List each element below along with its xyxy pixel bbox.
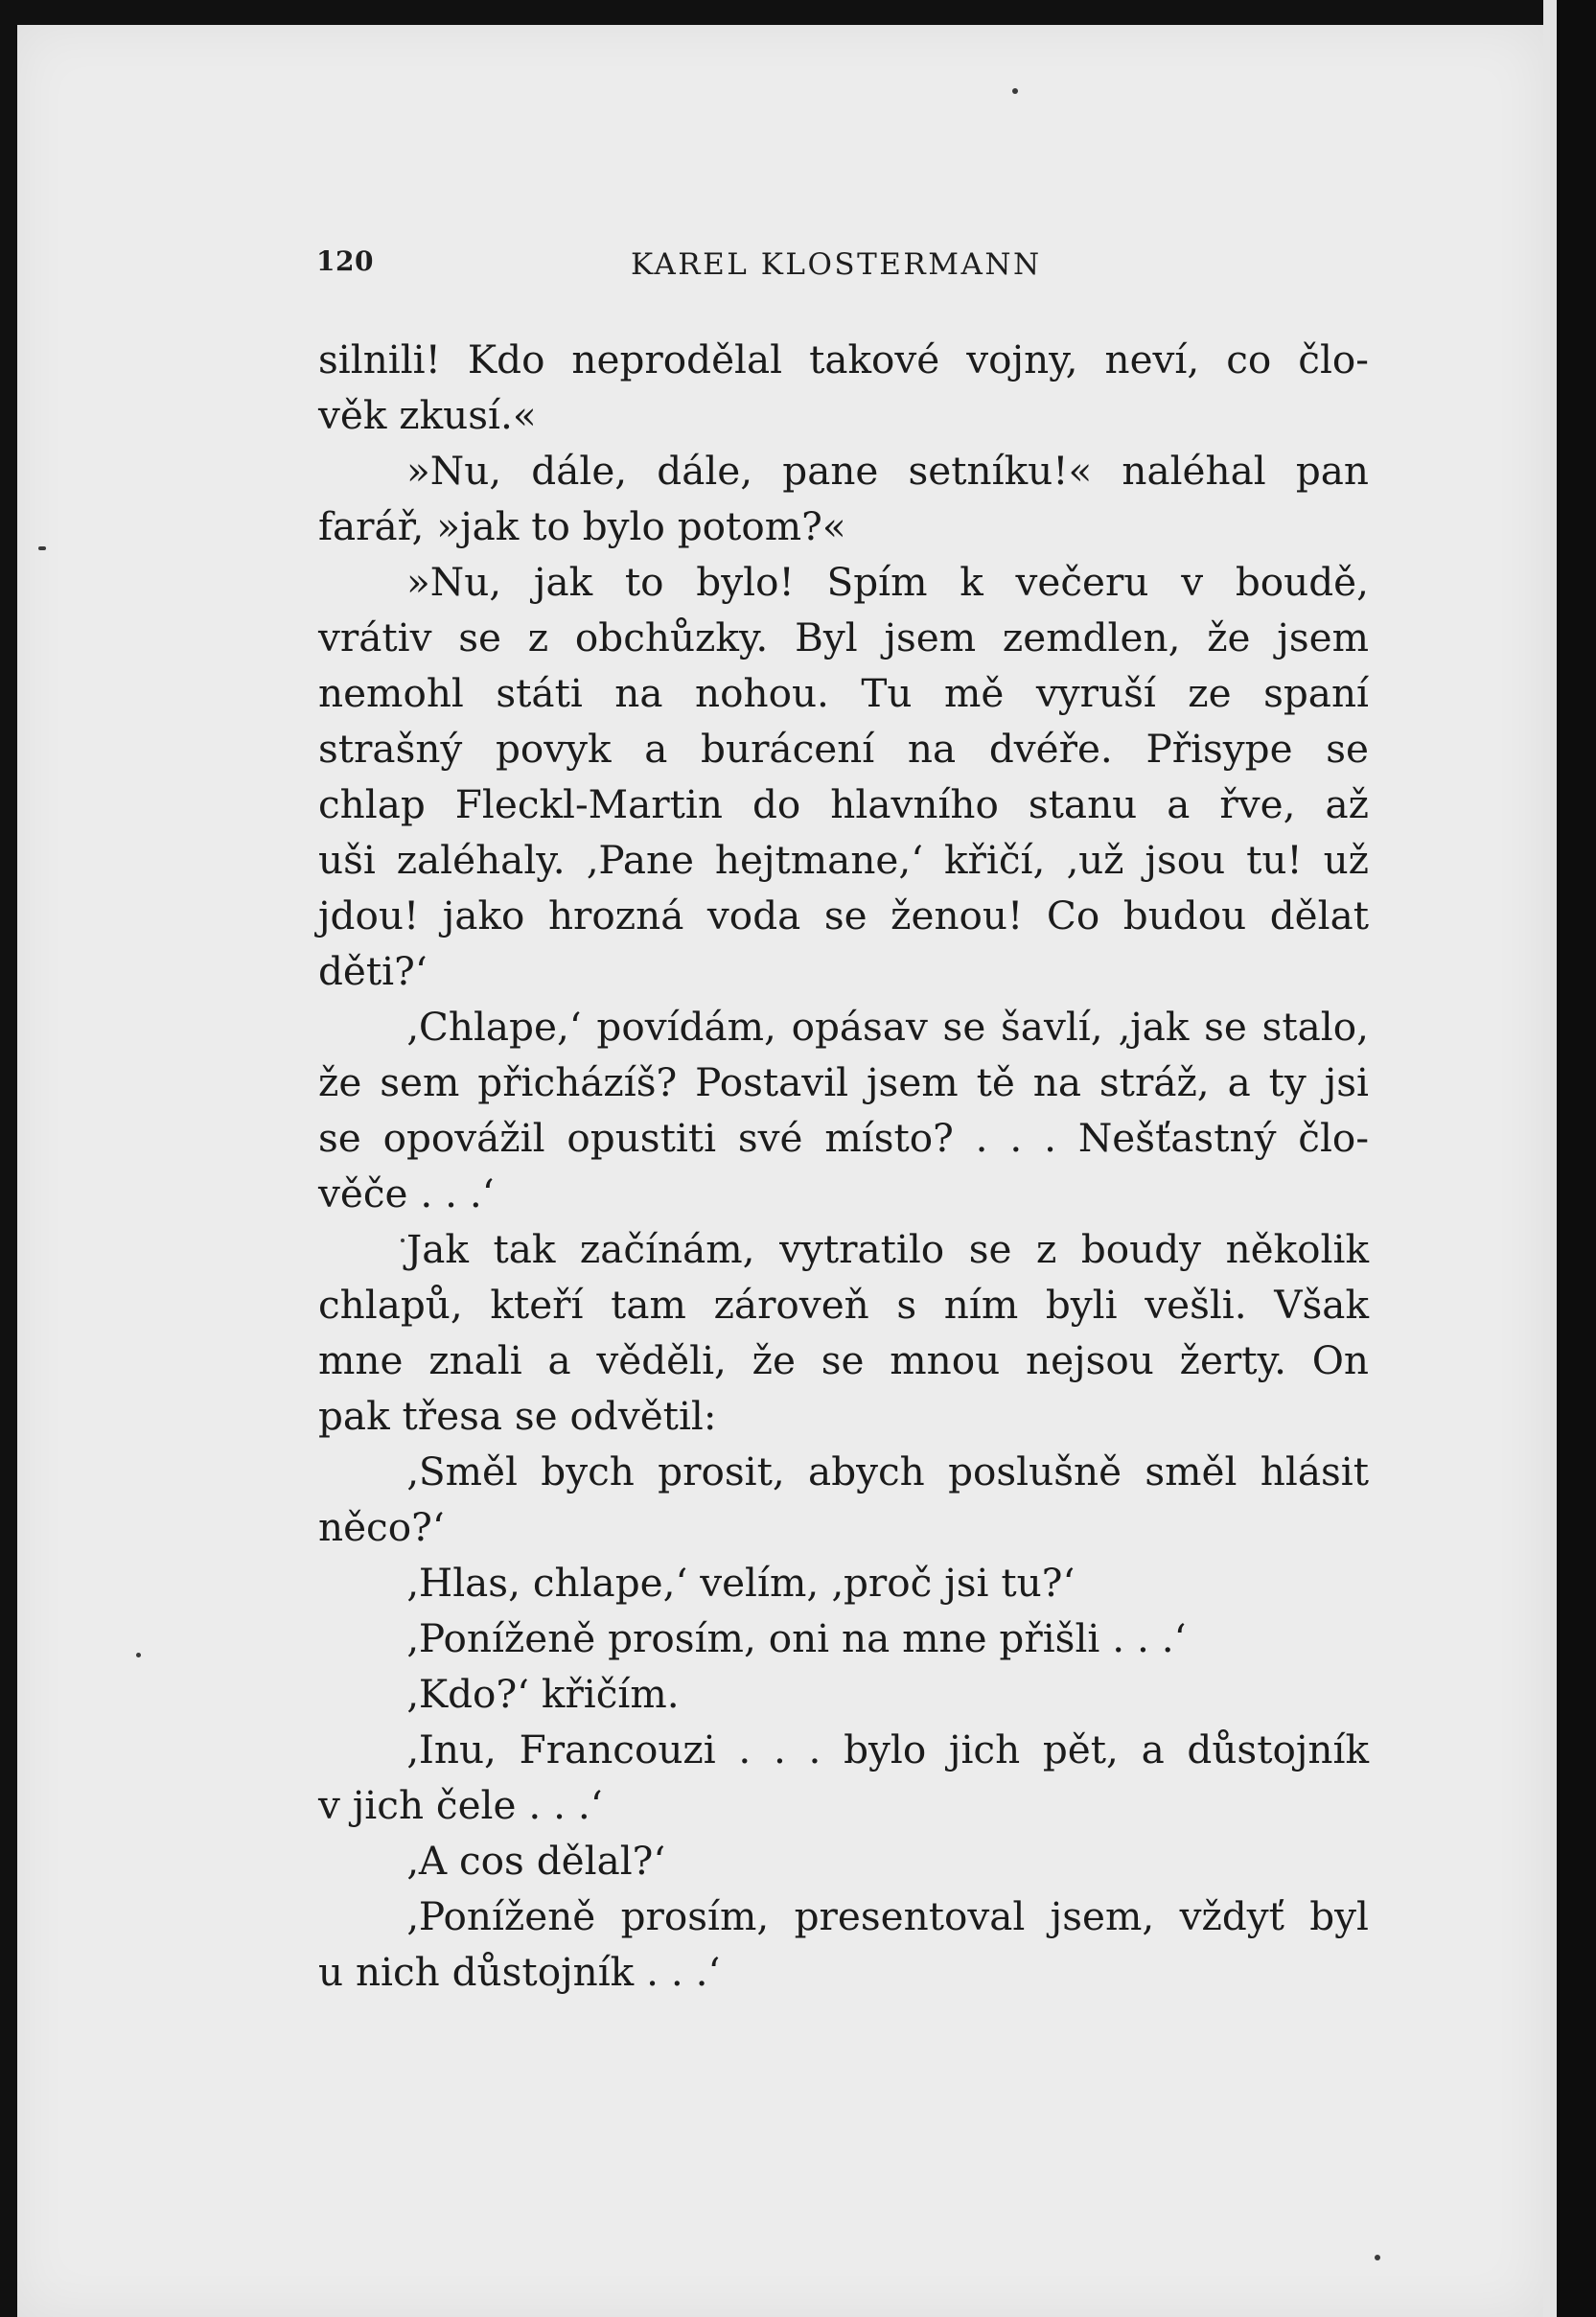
scan-speck xyxy=(1375,2255,1380,2260)
text-line: něco?‘ xyxy=(318,1504,445,1550)
text-line: chlap Fleckl-Martin do hlavního stanu a řve, až xyxy=(318,781,1369,827)
text-line: u nich důstojník . . .‘ xyxy=(318,1949,721,1995)
text-line: ‚Kdo?‘ křičím. xyxy=(406,1671,680,1717)
text-line: »Nu, dále, dále, pane setníku!« naléhal pan xyxy=(406,448,1369,494)
text-line: ‚Hlas, chlape,‘ velím, ‚proč jsi tu?‘ xyxy=(406,1560,1076,1606)
text-line: pak třesa se odvětil: xyxy=(318,1393,717,1439)
scan-border xyxy=(1557,0,1596,2317)
text-line: ‚Poníženě prosím, presentoval jsem, vždyť byl xyxy=(406,1893,1369,1939)
text-line: ‚Chlape,‘ povídám, opásav se šavlí, ‚jak se stalo, xyxy=(406,1004,1369,1050)
text-line: Jak tak začínám, vytratilo se z boudy několik xyxy=(406,1226,1369,1272)
body-text xyxy=(318,332,1369,2000)
text-line: ‚Směl bych prosit, abych poslušně směl hlásit xyxy=(406,1448,1369,1494)
text-line: »Nu, jak to bylo! Spím k večeru v boudě, xyxy=(406,559,1369,605)
text-line: nemohl státi na nohou. Tu mě vyruší ze spaní xyxy=(318,670,1369,716)
page-number: 120 xyxy=(316,245,374,277)
scan-speck xyxy=(38,546,46,550)
scan-speck xyxy=(1012,88,1018,94)
text-line: strašný povyk a burácení na dvéře. Přisype se xyxy=(318,726,1369,772)
text-line: vrátiv se z obchůzky. Byl jsem zemdlen, že jsem xyxy=(318,614,1369,660)
text-line: že sem přicházíš? Postavil jsem tě na stráž, a ty jsi xyxy=(318,1059,1369,1105)
text-line: ‚A cos dělal?‘ xyxy=(406,1838,666,1884)
text-line: silnili! Kdo neprodělal takové vojny, neví, co člo- xyxy=(318,336,1369,382)
text-line: mne znali a věděli, že se mnou nejsou žerty. On xyxy=(318,1337,1369,1383)
text-line: uši zaléhaly. ‚Pane hejtmane,‘ křičí, ‚už jsou tu! už xyxy=(318,837,1369,883)
page-edge xyxy=(1543,0,1557,2317)
scan-speck xyxy=(401,1239,405,1242)
text-line: v jich čele . . .‘ xyxy=(318,1782,603,1828)
text-line: ‚Poníženě prosím, oni na mne přišli . . .‘ xyxy=(406,1615,1187,1661)
scan-speck xyxy=(136,1653,141,1657)
text-line: farář, »jak to bylo potom?« xyxy=(318,503,846,549)
text-line: jdou! jako hrozná voda se ženou! Co budou dělat xyxy=(318,892,1369,938)
running-head: KAREL KLOSTERMANN xyxy=(631,247,1042,282)
text-line: chlapů, kteří tam zároveň s ním byli vešli. Však xyxy=(318,1282,1369,1328)
text-line: se opovážil opustiti své místo? . . . Nešťastný člo- xyxy=(318,1115,1369,1161)
text-line: věče . . .‘ xyxy=(318,1170,495,1216)
text-line: věk zkusí.« xyxy=(318,392,537,438)
text-line: děti?‘ xyxy=(318,948,428,994)
text-line: ‚Inu, Francouzi . . . bylo jich pět, a důstojník xyxy=(406,1726,1369,1773)
page-header xyxy=(316,242,1371,290)
